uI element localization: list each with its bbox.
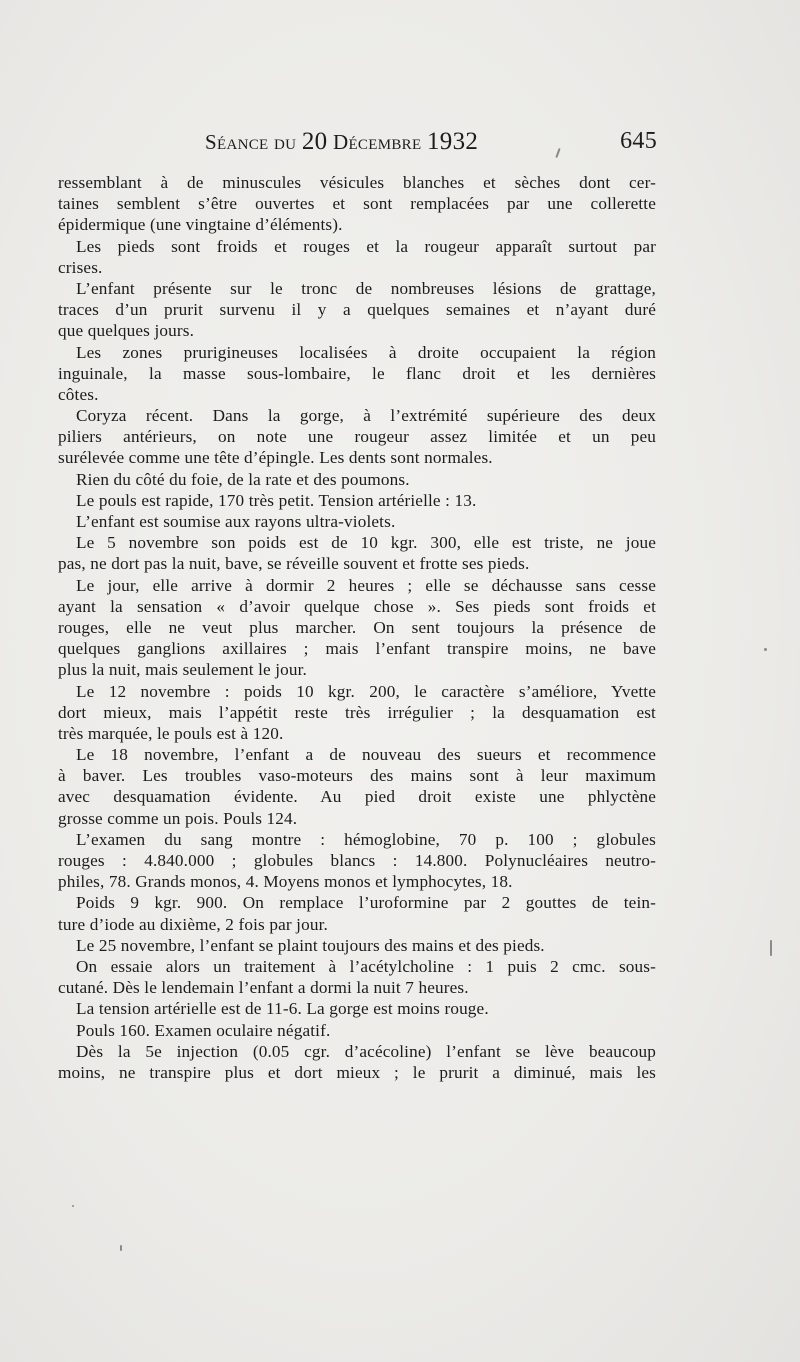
text-line: surélevée comme une tête d’épingle. Les dents sont normales. <box>58 448 493 468</box>
text-line: cutané. Dès le lendemain l’enfant a dormi la nuit 7 heures. <box>58 978 469 998</box>
text-line: grosse comme un pois. Pouls 124. <box>58 808 298 828</box>
text-line: à baver. Les troubles vaso-moteurs des mains sont à leur maximum <box>58 766 656 786</box>
text-line: On essaie alors un traitement à l’acétylcholine : 1 puis 2 cmc. sous- <box>76 956 656 976</box>
text-line: moins, ne transpire plus et dort mieux ; le prurit a diminué, mais les <box>58 1062 656 1082</box>
text-line: ture d’iode au dixième, 2 fois par jour. <box>58 914 328 934</box>
text-line: Poids 9 kgr. 900. On remplace l’uroformine par 2 gouttes de tein- <box>76 893 656 913</box>
text-line: rouges : 4.840.000 ; globules blancs : 14.800. Polynucléaires neutro- <box>58 851 656 870</box>
text-line: Les pieds sont froids et rouges et la rougeur apparaît surtout par <box>76 236 656 256</box>
title-month: Décembre <box>327 130 427 154</box>
text-line: taines semblent s’être ouvertes et sont remplacées par une collerette <box>58 194 656 214</box>
text-line: ayant la sensation « d’avoir quelque chose ». Ses pieds sont froids et <box>58 596 656 616</box>
text-line: Le 25 novembre, l’enfant se plaint toujours des mains et des pieds. <box>76 935 545 955</box>
text-line: Le pouls est rapide, 170 très petit. Tension artérielle : 13. <box>76 490 477 510</box>
text-line: L’enfant présente sur le tronc de nombreuses lésions de grattage, <box>76 278 656 298</box>
title-year: 1932 <box>426 128 479 155</box>
scan-speck <box>764 648 767 651</box>
text-line: dort mieux, mais l’appétit reste très irrégulier ; la desquamation est <box>58 702 656 722</box>
text-line: Pouls 160. Examen oculaire négatif. <box>76 1020 331 1040</box>
text-line: rouges, elle ne veut plus marcher. On sent toujours la présence de <box>58 617 656 637</box>
text-line: quelques ganglions axillaires ; mais l’enfant transpire moins, ne bave <box>58 639 656 659</box>
scan-speck <box>770 940 772 956</box>
page-number: 645 <box>620 128 657 154</box>
text-line: L’examen du sang montre : hémoglobine, 70 p. 100 ; globules <box>76 829 656 849</box>
text-line: côtes. <box>58 384 99 404</box>
text-line: piliers antérieurs, on note une rougeur assez limitée et un peu <box>58 427 656 447</box>
text-line: Coryza récent. Dans la gorge, à l’extrémité supérieure des deux <box>76 406 656 426</box>
text-line: La tension artérielle est de 11-6. La gorge est moins rouge. <box>76 999 489 1019</box>
body-text <box>58 172 656 1083</box>
running-title <box>205 128 478 156</box>
page-header <box>205 128 657 162</box>
title-day: 20 <box>301 128 328 155</box>
text-line: crises. <box>58 257 103 277</box>
title-prefix: Séance du <box>205 130 302 154</box>
text-line: philes, 78. Grands monos, 4. Moyens monos et lymphocytes, 18. <box>58 872 513 892</box>
text-line: Le 12 novembre : poids 10 kgr. 200, le caractère s’améliore, Yvette <box>76 681 656 701</box>
text-line: que quelques jours. <box>58 321 195 341</box>
text-line: Les zones prurigineuses localisées à droite occupaient la région <box>76 342 656 362</box>
text-line: inguinale, la masse sous-lombaire, le flanc droit et les dernières <box>58 363 656 383</box>
text-line: épidermique (une vingtaine d’éléments). <box>58 215 343 235</box>
text-line: très marquée, le pouls est à 120. <box>58 723 284 743</box>
text-line: plus la nuit, mais seulement le jour. <box>58 660 308 680</box>
text-line: avec desquamation évidente. Au pied droit existe une phlyctène <box>58 787 656 807</box>
text-line: Le 18 novembre, l’enfant a de nouveau des sueurs et recommence <box>76 745 656 765</box>
scan-speck <box>120 1245 122 1251</box>
text-line: pas, ne dort pas la nuit, bave, se réveille souvent et frotte ses pieds. <box>58 554 530 574</box>
text-line: Rien du côté du foie, de la rate et des poumons. <box>76 469 410 489</box>
text-line: traces d’un prurit survenu il y a quelques semaines et n’ayant duré <box>58 300 656 320</box>
text-line: Le jour, elle arrive à dormir 2 heures ; elle se déchausse sans cesse <box>76 575 656 595</box>
text-line: ressemblant à de minuscules vésicules blanches et sèches dont cer- <box>58 173 656 192</box>
scan-speck <box>72 1205 74 1207</box>
text-line: Dès la 5e injection (0.05 cgr. d’acécoline) l’enfant se lève beaucoup <box>76 1041 656 1061</box>
text-line: L’enfant est soumise aux rayons ultra-violets. <box>76 512 396 531</box>
text-line: Le 5 novembre son poids est de 10 kgr. 300, elle est triste, ne joue <box>76 533 656 553</box>
